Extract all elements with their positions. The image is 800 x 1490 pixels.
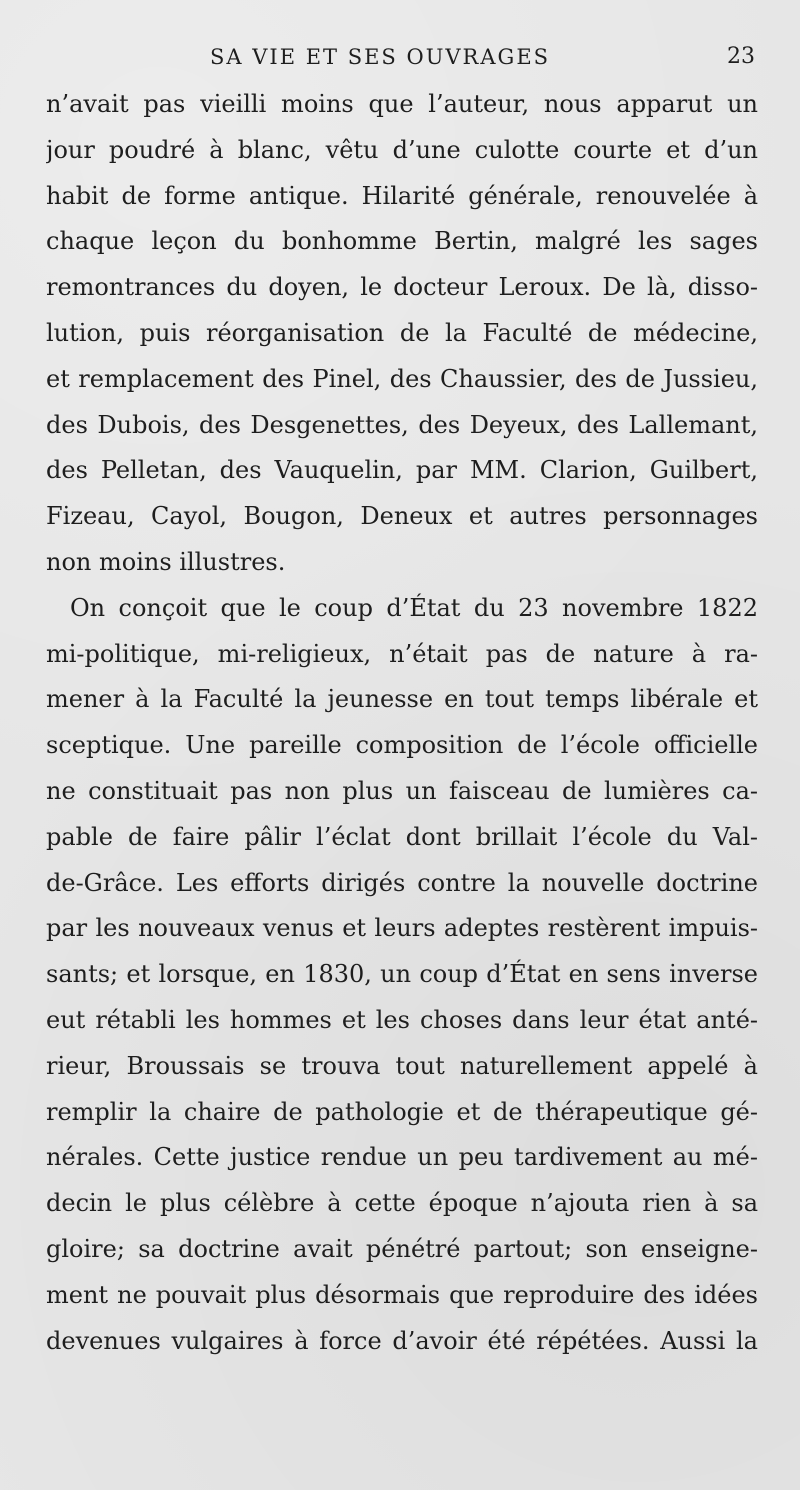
text-line: gloire; sa doctrine avait pénétré partout; son enseigne- [46,1234,758,1263]
text-line: mi-politique, mi-religieux, n’était pas de nature à ra- [46,639,758,668]
text-line: et remplacement des Pinel, des Chaussier, des de Jussieu, [46,364,758,393]
text-line: Fizeau, Cayol, Bougon, Deneux et autres personnages [46,502,758,531]
text-line: nérales. Cette justice rendue un peu tardivement au mé- [46,1143,758,1172]
text-line: n’avait pas vieilli moins que l’auteur, nous apparut un [46,90,758,118]
text-line: On conçoit que le coup d’État du 23 novembre 1822 [70,593,758,622]
text-line: non moins illustres. [46,547,286,576]
text-line: sants; et lorsque, en 1830, un coup d’État en sens inverse [46,960,758,989]
text-line: de-Grâce. Les efforts dirigés contre la nouvelle doctrine [46,868,758,897]
text-line: remplir la chaire de pathologie et de thérapeutique gé- [46,1097,758,1126]
text-line: habit de forme antique. Hilarité générale, renouvelée à [46,181,758,210]
text-line: mener à la Faculté la jeunesse en tout temps libérale et [46,685,758,714]
text-line: decin le plus célèbre à cette époque n’ajouta rien à sa [46,1189,758,1218]
text-line: par les nouveaux venus et leurs adeptes restèrent impuis- [46,914,758,943]
page-header [0,40,800,74]
page-number: 23 [727,44,755,69]
text-line: lution, puis réorganisation de la Faculté de médecine, [46,318,758,347]
text-line: ne constituait pas non plus un faisceau de lumières ca- [46,776,758,805]
text-line: ment ne pouvait plus désormais que reproduire des idées [46,1280,758,1309]
text-line: sceptique. Une pareille composition de l’école officielle [46,731,758,760]
text-line: rieur, Broussais se trouva tout naturellement appelé à [46,1051,758,1080]
text-line: des Pelletan, des Vauquelin, par MM. Clarion, Guilbert, [46,456,758,485]
text-line: jour poudré à blanc, vêtu d’une culotte courte et d’un [46,135,758,164]
text-line: remontrances du doyen, le docteur Leroux. De là, disso- [46,273,758,302]
body-text [46,82,758,1364]
text-line: des Dubois, des Desgenettes, des Deyeux, des Lallemant, [46,410,758,439]
running-head: SA VIE ET SES OUVRAGES [210,45,551,69]
text-line: devenues vulgaires à force d’avoir été répétées. Aussi la [46,1326,758,1355]
text-line: chaque leçon du bonhomme Bertin, malgré les sages [46,227,758,256]
text-line: pable de faire pâlir l’éclat dont brillait l’école du Val- [46,822,758,851]
text-line: eut rétabli les hommes et les choses dans leur état anté- [46,1005,758,1034]
